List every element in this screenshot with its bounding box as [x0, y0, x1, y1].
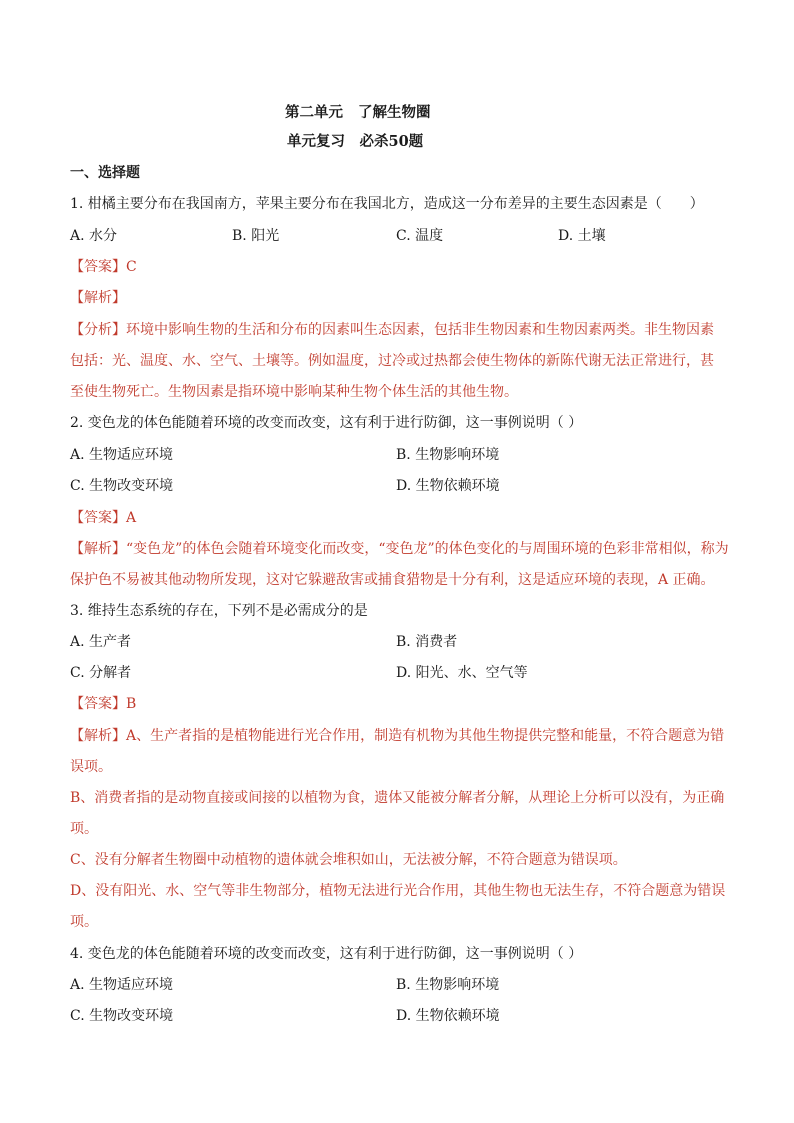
page-subtitle: 单元复习 必杀50题 [287, 133, 424, 150]
unit-label: 第二单元 [285, 104, 343, 121]
q3-option-a: A. 生产者 [70, 634, 132, 650]
q3-explanation-line: 项。 [70, 914, 98, 930]
q1-analysis-label: 【解析】 [70, 290, 126, 306]
q3-explanation-line: 误项。 [70, 759, 112, 775]
q2-option-c: C. 生物改变环境 [70, 478, 174, 494]
q3-option-d: D. 阳光、水、空气等 [396, 665, 528, 681]
q1-option-b: B. 阳光 [232, 228, 280, 244]
q2-option-d: D. 生物依赖环境 [396, 478, 500, 494]
question-3-stem: 3. 维持生态系统的存在，下列不是必需成分的是 [70, 603, 368, 619]
q1-explanation-line: 包括：光、温度、水、空气、土壤等。例如温度，过冷或过热都会使生物体的新陈代谢无法正常进行，甚 [70, 353, 714, 369]
q2-option-b: B. 生物影响环境 [396, 447, 500, 463]
q1-option-a: A. 水分 [70, 228, 118, 244]
q1-explanation-line: 至使生物死亡。生物因素是指环境中影响某种生物个体生活的其他生物。 [70, 384, 518, 400]
q2-explanation-line: 【解析】“变色龙”的体色会随着环境变化而改变，“变色龙”的体色变化的与周围环境的色彩非常相似，称为 [70, 541, 729, 557]
q3-option-c: C. 分解者 [70, 665, 132, 681]
q2-option-a: A. 生物适应环境 [70, 447, 174, 463]
q4-option-c: C. 生物改变环境 [70, 1008, 174, 1024]
q3-explanation-line: D、没有阳光、水、空气等非生物部分，植物无法进行光合作用，其他生物也无法生存，不符合题意为错误 [70, 883, 726, 899]
q4-option-d: D. 生物依赖环境 [396, 1008, 500, 1024]
question-2-stem: 2. 变色龙的体色能随着环境的改变而改变，这有利于进行防御，这一事例说明（ ） [70, 415, 583, 431]
question-4-stem: 4. 变色龙的体色能随着环境的改变而改变，这有利于进行防御，这一事例说明（ ） [70, 946, 583, 962]
q3-explanation-line: 【解析】A、生产者指的是植物能进行光合作用，制造有机物为其他生物提供完整和能量，不符合题意为错 [70, 728, 725, 744]
q1-explanation-line: 【分析】环境中影响生物的生活和分布的因素叫生态因素，包括非生物因素和生物因素两类。非生物因素 [70, 322, 714, 338]
q3-answer: 【答案】B [70, 696, 137, 712]
q1-option-d: D. 土壤 [558, 228, 606, 244]
q1-answer: 【答案】C [70, 259, 137, 275]
q3-option-b: B. 消费者 [396, 634, 458, 650]
q4-option-a: A. 生物适应环境 [70, 977, 174, 993]
q2-explanation-line: 保护色不易被其他动物所发现，这对它躲避敌害或捕食猎物是十分有利，这是适应环境的表现，A 正确。 [70, 572, 715, 588]
section-title: 一、选择题 [70, 165, 140, 181]
q4-option-b: B. 生物影响环境 [396, 977, 500, 993]
q2-answer: 【答案】A [70, 510, 137, 526]
q3-explanation-line: B、消费者指的是动物直接或间接的以植物为食，遗体又能被分解者分解，从理论上分析可以没有，为正确 [70, 790, 725, 806]
q1-option-c: C. 温度 [396, 228, 444, 244]
q3-explanation-line: C、没有分解者生物圈中动植物的遗体就会堆积如山，无法被分解，不符合题意为错误项。 [70, 852, 627, 868]
q3-explanation-line: 项。 [70, 821, 98, 837]
question-1-stem: 1. 柑橘主要分布在我国南方，苹果主要分布在我国北方，造成这一分布差异的主要生态因素是（ ） [70, 196, 704, 212]
unit-title: 了解生物圈 [358, 104, 431, 121]
